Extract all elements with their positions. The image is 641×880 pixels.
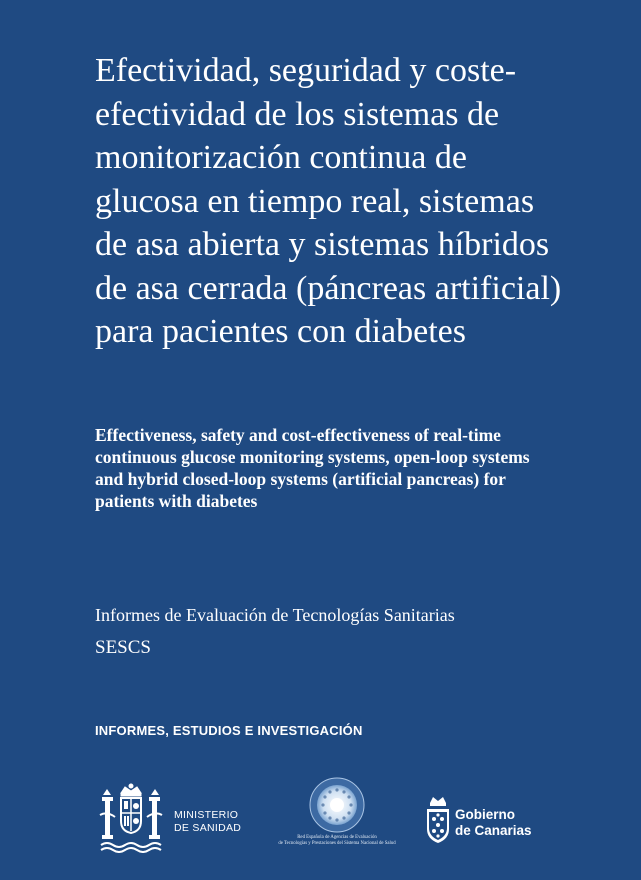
redets-line1: Red Española de Agencias de Evaluación	[297, 835, 377, 840]
title-english: Effectiveness, safety and cost-effectiveness of real-time continuous glucose monitoring systems, open-loop systems and hybrid closed-loop systems (artificial pancreas) for patients with diabetes	[95, 425, 530, 511]
ministerio-line2: DE SANIDAD	[174, 822, 242, 834]
redets-circle-logo-icon	[308, 776, 366, 834]
canarias-line2: de Canarias	[455, 823, 532, 838]
canarias-text	[455, 807, 532, 839]
gobierno-canarias-logo	[424, 795, 544, 855]
title-spanish: Efectividad, seguridad y coste-efectividad de los sistemas de monitorización continua de glucosa en tiempo real, sistemas de asa abierta y sistemas híbridos de asa cerrada (páncreas artificial) para pacientes con diabetes	[95, 52, 562, 350]
ministerio-text	[174, 809, 241, 835]
redets-text	[276, 835, 398, 847]
redets-line2: de Tecnologías y Prestaciones del Sistema Nacional de Salud	[278, 841, 396, 846]
canarias-line1: Gobierno	[455, 807, 515, 822]
series-name: Informes de Evaluación de Tecnologías Sanitarias	[95, 605, 455, 625]
redets-logo	[276, 776, 398, 858]
series-code: SESCS	[95, 637, 151, 658]
ministerio-line1: MINISTERIO	[174, 809, 239, 821]
collection-label: INFORMES, ESTUDIOS E INVESTIGACIÓN	[95, 723, 363, 738]
canarias-coat-of-arms-icon	[424, 795, 452, 849]
ministerio-sanidad-logo	[97, 783, 272, 855]
spain-coat-of-arms-icon	[97, 783, 165, 853]
